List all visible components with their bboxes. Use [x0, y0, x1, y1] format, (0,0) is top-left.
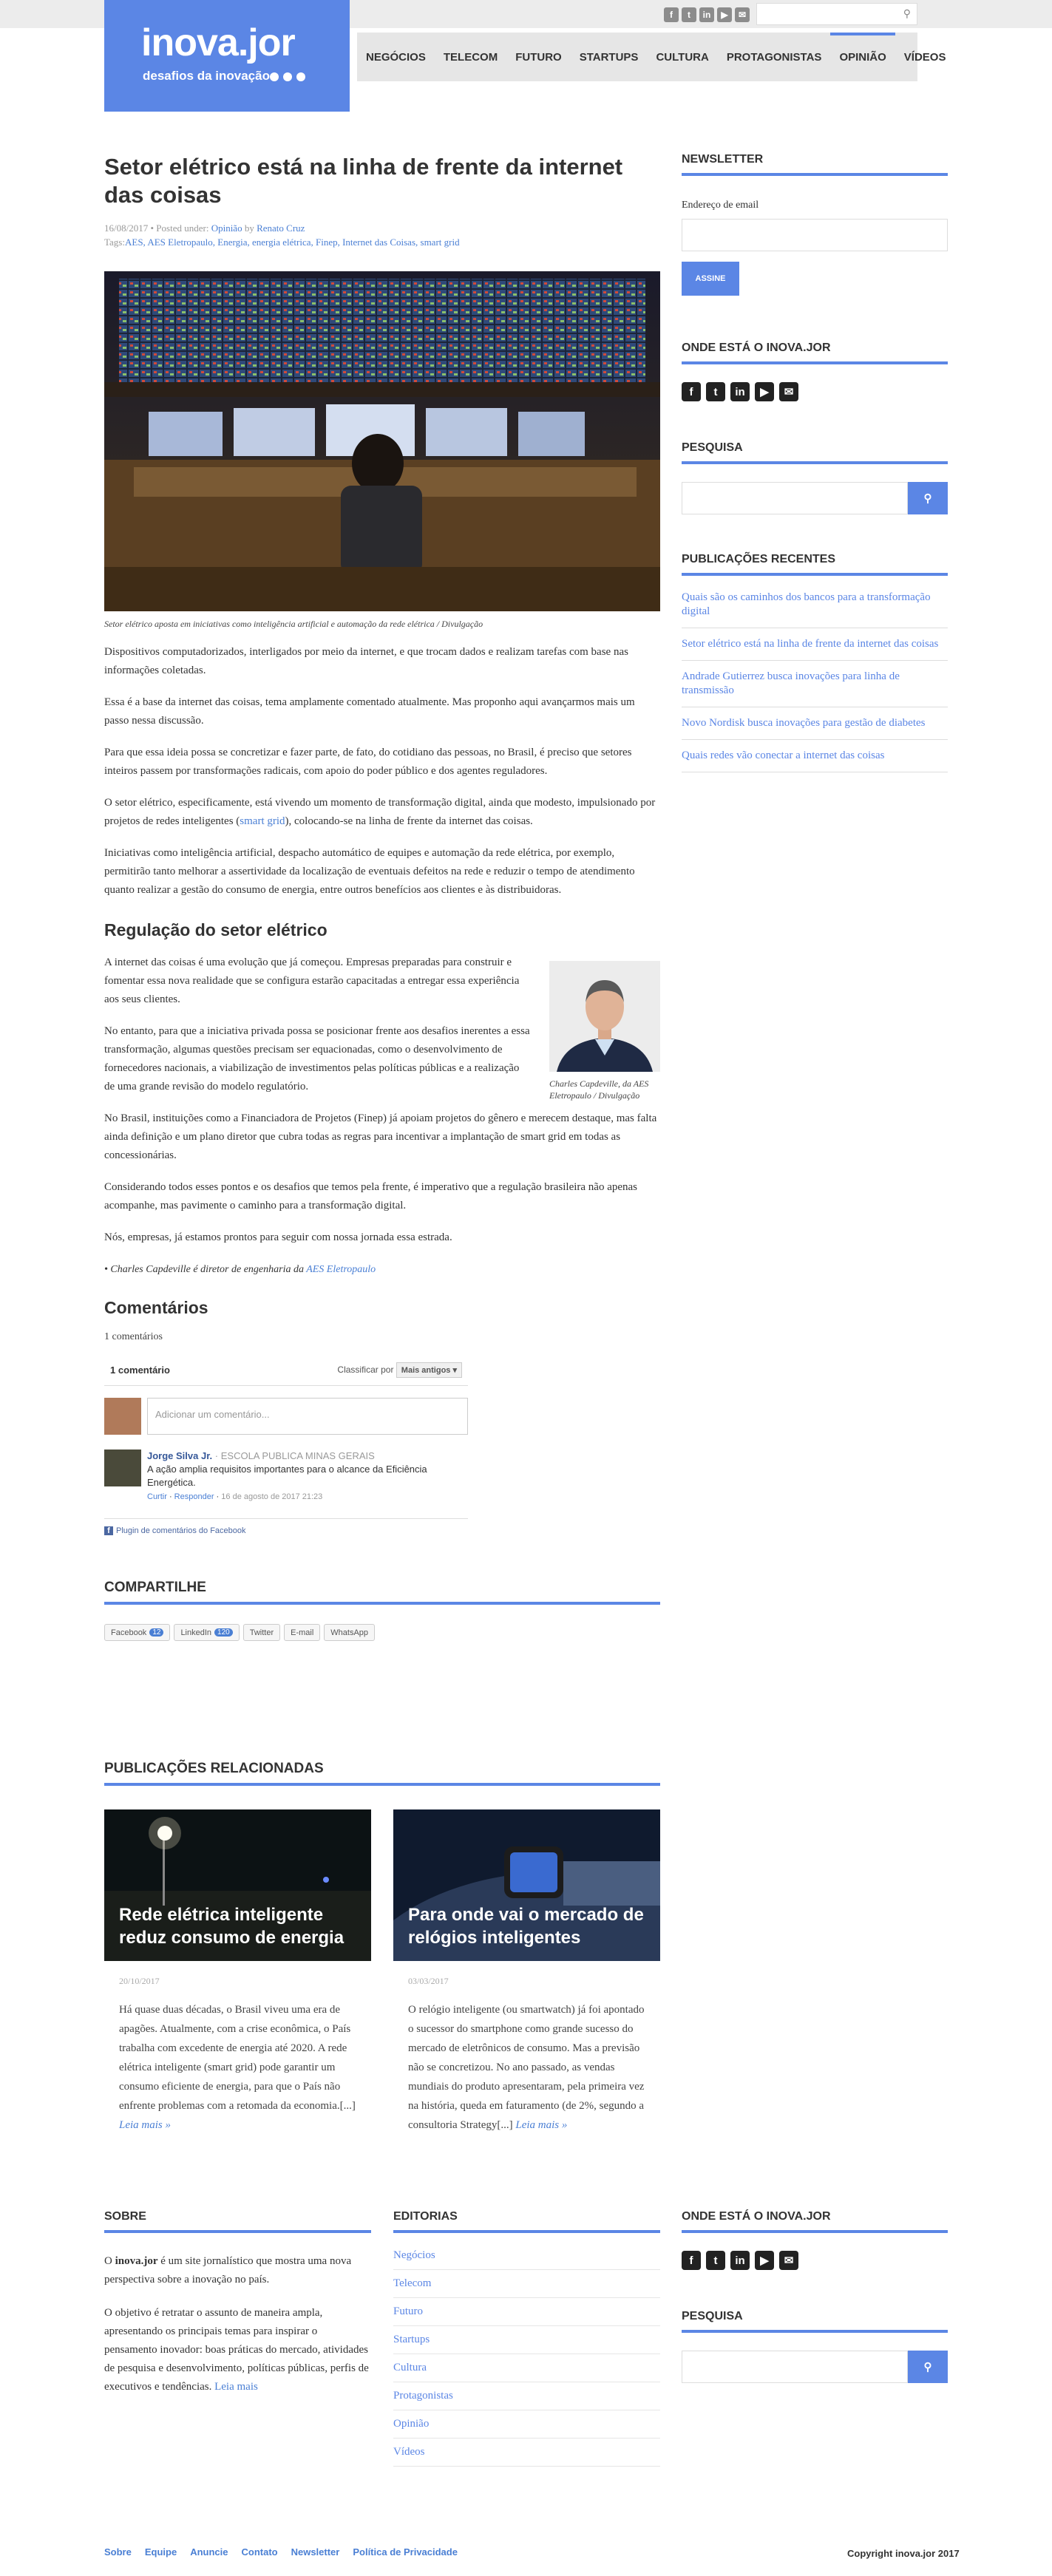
- portrait-figure: [549, 961, 660, 1101]
- subscribe-button[interactable]: ASSINE: [682, 262, 739, 296]
- article-body: [104, 643, 660, 1279]
- comment-date: 16 de agosto de 2017 21:23: [221, 1492, 323, 1501]
- sidebar-search: [682, 482, 948, 514]
- footer-link[interactable]: Política de Privacidade: [353, 2546, 458, 2558]
- comment-input[interactable]: Adicionar um comentário...: [147, 1398, 468, 1435]
- portrait-image: [549, 961, 660, 1072]
- comment-item: Jorge Silva Jr. · ESCOLA PUBLICA MINAS GERAIS A ação amplia requisitos importantes para o alcance da Eficiência Energética. Curtir · Responder · 16 de agosto de 2017 21:23: [104, 1450, 468, 1503]
- fb-comment-count: 1 comentário: [110, 1365, 170, 1376]
- related-image: [393, 1809, 660, 1961]
- sort-select[interactable]: Mais antigos ▾: [396, 1362, 462, 1378]
- portrait-section: [104, 954, 660, 1165]
- related-image: [104, 1809, 371, 1961]
- nav-item[interactable]: VÍDEOS: [903, 50, 946, 64]
- about-text: O objetivo é retratar o assunto de maneira ampla, apresentando os principais temas para inspirar o pensamento inovador: boas práticas do mercado, atividades de pesquisa e desenvolvimento, políticas públicas, perfis de executivos e tendências. Leia mais: [104, 2307, 369, 2393]
- like-link[interactable]: Curtir: [147, 1492, 167, 1501]
- paragraph: Iniciativas como inteligência artificial, despacho automático de equipes e automação da rede elétrica, por exemplo, permitirão tanto melhorar a assertividade da localização de eventuais defeitos na rede e reduzir o tempo de atendimento quanto realizar a gestão do consumo de energia, entre outros benefícios aos clientes e às distribuidoras.: [104, 847, 635, 896]
- commenter-name[interactable]: Jorge Silva Jr.: [147, 1450, 213, 1461]
- facebook-icon[interactable]: f: [682, 2251, 701, 2270]
- linkedin-icon[interactable]: in: [699, 7, 714, 22]
- related-card-date: 03/03/2017: [408, 1976, 449, 1986]
- footer-search-title: PESQUISA: [682, 2310, 948, 2333]
- facebook-icon[interactable]: f: [682, 382, 701, 401]
- share-section: [104, 1580, 660, 1641]
- hero-image: [104, 271, 660, 611]
- sort-label: Classificar por: [337, 1365, 394, 1375]
- paragraph: Nós, empresas, já estamos prontos para seguir com nossa jornada essa estrada.: [104, 1231, 452, 1243]
- email-icon[interactable]: ✉: [735, 7, 750, 22]
- hero-caption: Setor elétrico aposta em iniciativas como inteligência artificial e automação da rede elétrica / Divulgação: [104, 619, 483, 629]
- recent-post-link[interactable]: Quais redes vão conectar a internet das coisas: [682, 740, 948, 772]
- top-search-input[interactable]: [756, 3, 917, 25]
- related-card-excerpt: O relógio inteligente (ou smartwatch) já foi apontado o sucessor do smartphone como grande sucesso do mercado de eletrônicos de consumo. Mas a previsão não se concretizou. No ano passado, as vendas mundiais do produto apresentaram, pela primeira vez na história, queda em faturamento (de 2%, segundo a consultoria Strategy[...] Leia mais »: [408, 2004, 645, 2131]
- sidebar-social-icons: [682, 382, 948, 401]
- where-title: ONDE ESTÁ O INOVA.JOR: [682, 341, 948, 364]
- footer-about: [104, 2210, 371, 2396]
- footer-link[interactable]: Newsletter: [291, 2546, 340, 2558]
- logo-dots: [270, 72, 305, 81]
- twitter-icon[interactable]: t: [706, 2251, 725, 2270]
- paragraph: No entanto, para que a iniciativa privada possa se posicionar frente aos desafios inerentes a essa transformação, algumas questões precisam ser equacionadas, como o desenvolvimento de fornecedores nacionais, a viabilização de investimentos pelas políticas públicas e a realização de uma grande revisão do modelo regulatório.: [104, 1025, 530, 1092]
- paragraph: Para que essa ideia possa se concretizar e fazer parte, de fato, do cotidiano das pessoas, no Brasil, é preciso que setores inteiros passem por transformações radicais, com apoio do poder público e dos agentes reguladores.: [104, 747, 632, 777]
- author-note: • Charles Capdeville é diretor de engenharia da AES Eletropaulo: [104, 1264, 376, 1275]
- by-label: by: [244, 222, 254, 234]
- fb-plugin-link[interactable]: f Plugin de comentários do Facebook: [104, 1518, 468, 1535]
- logo-tagline: desafios da inovação: [143, 69, 270, 83]
- comment-compose: [104, 1398, 468, 1435]
- paragraph: No Brasil, instituições como a Financiadora de Projetos (Finep) já apoiam projetos do gênero e merecem destaque, mas falta ainda definição e um plano diretor que cubra todas as regras para incentivar a implantação de smart grid em todas as concessionárias.: [104, 1112, 657, 1161]
- recent-post-link[interactable]: Andrade Gutierrez busca inovações para linha de transmissão: [682, 661, 948, 707]
- nav-item[interactable]: PROTAGONISTAS: [726, 50, 822, 64]
- nav-item[interactable]: FUTURO: [515, 50, 562, 64]
- comment-text: A ação amplia requisitos importantes para o alcance da Eficiência Energética.: [147, 1464, 427, 1488]
- footer-link[interactable]: Contato: [241, 2546, 278, 2558]
- editoria-link[interactable]: Startups: [393, 2326, 660, 2354]
- editoria-link[interactable]: Negócios: [393, 2242, 660, 2270]
- footer-link[interactable]: Sobre: [104, 2546, 132, 2558]
- nav-item[interactable]: TELECOM: [443, 50, 498, 64]
- share-button[interactable]: [324, 1624, 375, 1641]
- about-text: O inova.jor é um site jornalístico que mostra uma nova perspectiva sobre a inovação no país.: [104, 2255, 352, 2286]
- email-label: Endereço de email: [682, 200, 759, 211]
- share-button-label: Twitter: [249, 1628, 274, 1637]
- share-button-label: Facebook: [111, 1628, 147, 1637]
- nav-item[interactable]: STARTUPS: [579, 50, 639, 64]
- facebook-icon[interactable]: f: [664, 7, 679, 22]
- footer-links: [104, 2546, 458, 2558]
- editoria-link[interactable]: Futuro: [393, 2298, 660, 2326]
- editoria-link[interactable]: Opinião: [393, 2410, 660, 2439]
- footer-link[interactable]: Equipe: [144, 2546, 177, 2558]
- footer-link[interactable]: Anuncie: [190, 2546, 228, 2558]
- sidebar: [682, 153, 948, 772]
- related-card[interactable]: [104, 1809, 371, 2135]
- share-button[interactable]: [243, 1624, 280, 1641]
- twitter-icon[interactable]: t: [682, 7, 696, 22]
- recent-post-link[interactable]: Quais são os caminhos dos bancos para a transformação digital: [682, 582, 948, 628]
- related-card-title[interactable]: Rede elétrica inteligente reduz consumo de energia: [119, 1905, 345, 1948]
- share-button-label: LinkedIn: [180, 1628, 212, 1637]
- share-count: 120: [214, 1628, 233, 1637]
- youtube-icon[interactable]: ▶: [717, 7, 732, 22]
- posted-under-label: Posted under:: [156, 222, 209, 234]
- editoria-link[interactable]: Telecom: [393, 2270, 660, 2298]
- recent-list: [682, 582, 948, 772]
- search-icon: ⚲: [923, 492, 932, 505]
- paragraph: Considerando todos esses pontos e os desafios que temos pela frente, é imperativo que a regulação brasileira não apenas acompanhe, mas pavimente o caminho para a transformação digital.: [104, 1181, 638, 1211]
- comments-section: [104, 1298, 660, 1535]
- footer-search-button[interactable]: [908, 2351, 948, 2383]
- top-social-icons: [664, 7, 750, 22]
- avatar: [104, 1398, 141, 1435]
- related-card[interactable]: [393, 1809, 660, 2135]
- article-meta: 16/08/2017 • Posted under: Opinião by Renato Cruz Tags:AES, AES Eletropaulo, Energia, energia elétrica, Finep, Internet das Coisas, smart grid: [104, 222, 460, 248]
- paragraph: O setor elétrico, especificamente, está vivendo um momento de transformação digital, ainda que modesto, impulsionado por projetos de redes inteligentes (smart grid), colocando-se na linha de frente da internet das coisas.: [104, 797, 656, 827]
- email-icon[interactable]: ✉: [779, 2251, 798, 2270]
- smart-grid-link[interactable]: smart grid: [240, 815, 285, 827]
- share-count: 12: [149, 1628, 163, 1637]
- article-title: Setor elétrico está na linha de frente da internet das coisas: [104, 154, 623, 208]
- comments-title: Comentários: [104, 1298, 208, 1317]
- avatar: [104, 1450, 141, 1486]
- share-title: COMPARTILHE: [104, 1580, 660, 1605]
- footer-where-title: ONDE ESTÁ O INOVA.JOR: [682, 2210, 948, 2233]
- twitter-icon[interactable]: t: [706, 382, 725, 401]
- nav-item[interactable]: CULTURA: [656, 50, 709, 64]
- editorias-title: EDITORIAS: [393, 2210, 660, 2233]
- paragraph: A internet das coisas é uma evolução que já começou. Empresas preparadas para construir e fomentar essa nova realidade que se configura estarão capacitadas a entregar essa experiência aos seus clientes.: [104, 956, 520, 1005]
- search-icon[interactable]: ⚲: [903, 9, 911, 20]
- article-date: 16/08/2017: [104, 222, 149, 234]
- footer-editorias: [393, 2210, 660, 2467]
- article-author-link[interactable]: Renato Cruz: [257, 222, 305, 234]
- editoria-link[interactable]: Vídeos: [393, 2439, 660, 2467]
- related-card-date: 20/10/2017: [119, 1976, 160, 1986]
- facebook-comments-widget: [104, 1358, 468, 1535]
- about-title: SOBRE: [104, 2210, 371, 2233]
- copyright: Copyright inova.jor 2017: [847, 2548, 960, 2559]
- recent-post-link[interactable]: Novo Nordisk busca inovações para gestão de diabetes: [682, 707, 948, 740]
- control-room-illustration: [104, 271, 660, 611]
- editorias-list: [393, 2242, 660, 2467]
- search-button[interactable]: [908, 482, 948, 514]
- related-card-excerpt: Há quase duas décadas, o Brasil viveu uma era de apagões. Atualmente, com a crise econômica, o País trabalha com excedente de energia até 2020. A rede elétrica inteligente (smart grid) pode garantir um consumo eficiente de energia, para que o País não enfrente problemas com a retomada da economia.[...] Leia mais »: [119, 2004, 356, 2131]
- reply-link[interactable]: Responder: [174, 1492, 214, 1501]
- youtube-icon[interactable]: ▶: [755, 382, 774, 401]
- section-heading: Regulação do setor elétrico: [104, 920, 328, 939]
- email-icon[interactable]: ✉: [779, 382, 798, 401]
- email-field[interactable]: [682, 219, 948, 251]
- footer-search-input[interactable]: [682, 2351, 908, 2383]
- search-title: PESQUISA: [682, 441, 948, 464]
- footer-search: [682, 2351, 948, 2383]
- aes-eletropaulo-link[interactable]: AES Eletropaulo: [306, 1264, 376, 1275]
- site-logo[interactable]: [104, 0, 350, 112]
- comments-count: 1 comentários: [104, 1331, 163, 1342]
- share-button-label: E-mail: [291, 1628, 314, 1637]
- article-column: [104, 153, 660, 2131]
- article-category-link[interactable]: Opinião: [211, 222, 242, 234]
- about-more-link[interactable]: Leia mais: [214, 2381, 258, 2393]
- youtube-icon[interactable]: ▶: [755, 2251, 774, 2270]
- newsletter-title: NEWSLETTER: [682, 153, 948, 176]
- tags-label: Tags:: [104, 237, 125, 248]
- portrait-caption: Charles Capdeville, da AES Eletropaulo / Divulgação: [549, 1078, 649, 1101]
- fb-header: [104, 1358, 468, 1386]
- logo-name: inova.jor: [141, 21, 295, 64]
- main-nav: [357, 33, 946, 81]
- article-tags[interactable]: AES, AES Eletropaulo, Energia, energia elétrica, Finep, Internet das Coisas, smart grid: [124, 237, 460, 248]
- linkedin-icon[interactable]: in: [730, 382, 750, 401]
- share-button[interactable]: [284, 1624, 320, 1641]
- nav-item[interactable]: OPINIÃO: [830, 33, 895, 81]
- recent-post-link[interactable]: Setor elétrico está na linha de frente da internet das coisas: [682, 628, 948, 661]
- related-card-title[interactable]: Para onde vai o mercado de relógios inteligentes: [408, 1905, 644, 1948]
- nav-item[interactable]: NEGÓCIOS: [366, 50, 426, 64]
- footer-where: [682, 2210, 948, 2383]
- editoria-link[interactable]: Cultura: [393, 2354, 660, 2382]
- related-section: [104, 1761, 660, 2131]
- commenter-org: · ESCOLA PUBLICA MINAS GERAIS: [214, 1450, 375, 1461]
- share-button[interactable]: [174, 1624, 239, 1641]
- share-buttons: [104, 1624, 660, 1641]
- search-input[interactable]: [682, 482, 908, 514]
- related-title: PUBLICAÇÕES RELACIONADAS: [104, 1761, 660, 1786]
- paragraph: Essa é a base da internet das coisas, tema amplamente comentado atualmente. Mas proponho aqui avançarmos mais um passo nessa discussão.: [104, 696, 635, 727]
- recent-title: PUBLICAÇÕES RECENTES: [682, 553, 948, 576]
- footer-social-icons: [682, 2251, 948, 2270]
- read-more-link[interactable]: Leia mais »: [515, 2119, 568, 2131]
- read-more-link[interactable]: Leia mais »: [119, 2119, 172, 2131]
- share-button-label: WhatsApp: [330, 1628, 369, 1637]
- editoria-link[interactable]: Protagonistas: [393, 2382, 660, 2410]
- paragraph: Dispositivos computadorizados, interligados por meio da internet, e que trocam dados e realizam tarefas com base nas informações coletadas.: [104, 646, 628, 676]
- share-button[interactable]: [104, 1624, 170, 1641]
- search-icon: ⚲: [923, 2361, 932, 2373]
- linkedin-icon[interactable]: in: [730, 2251, 750, 2270]
- facebook-icon: f: [104, 1526, 113, 1535]
